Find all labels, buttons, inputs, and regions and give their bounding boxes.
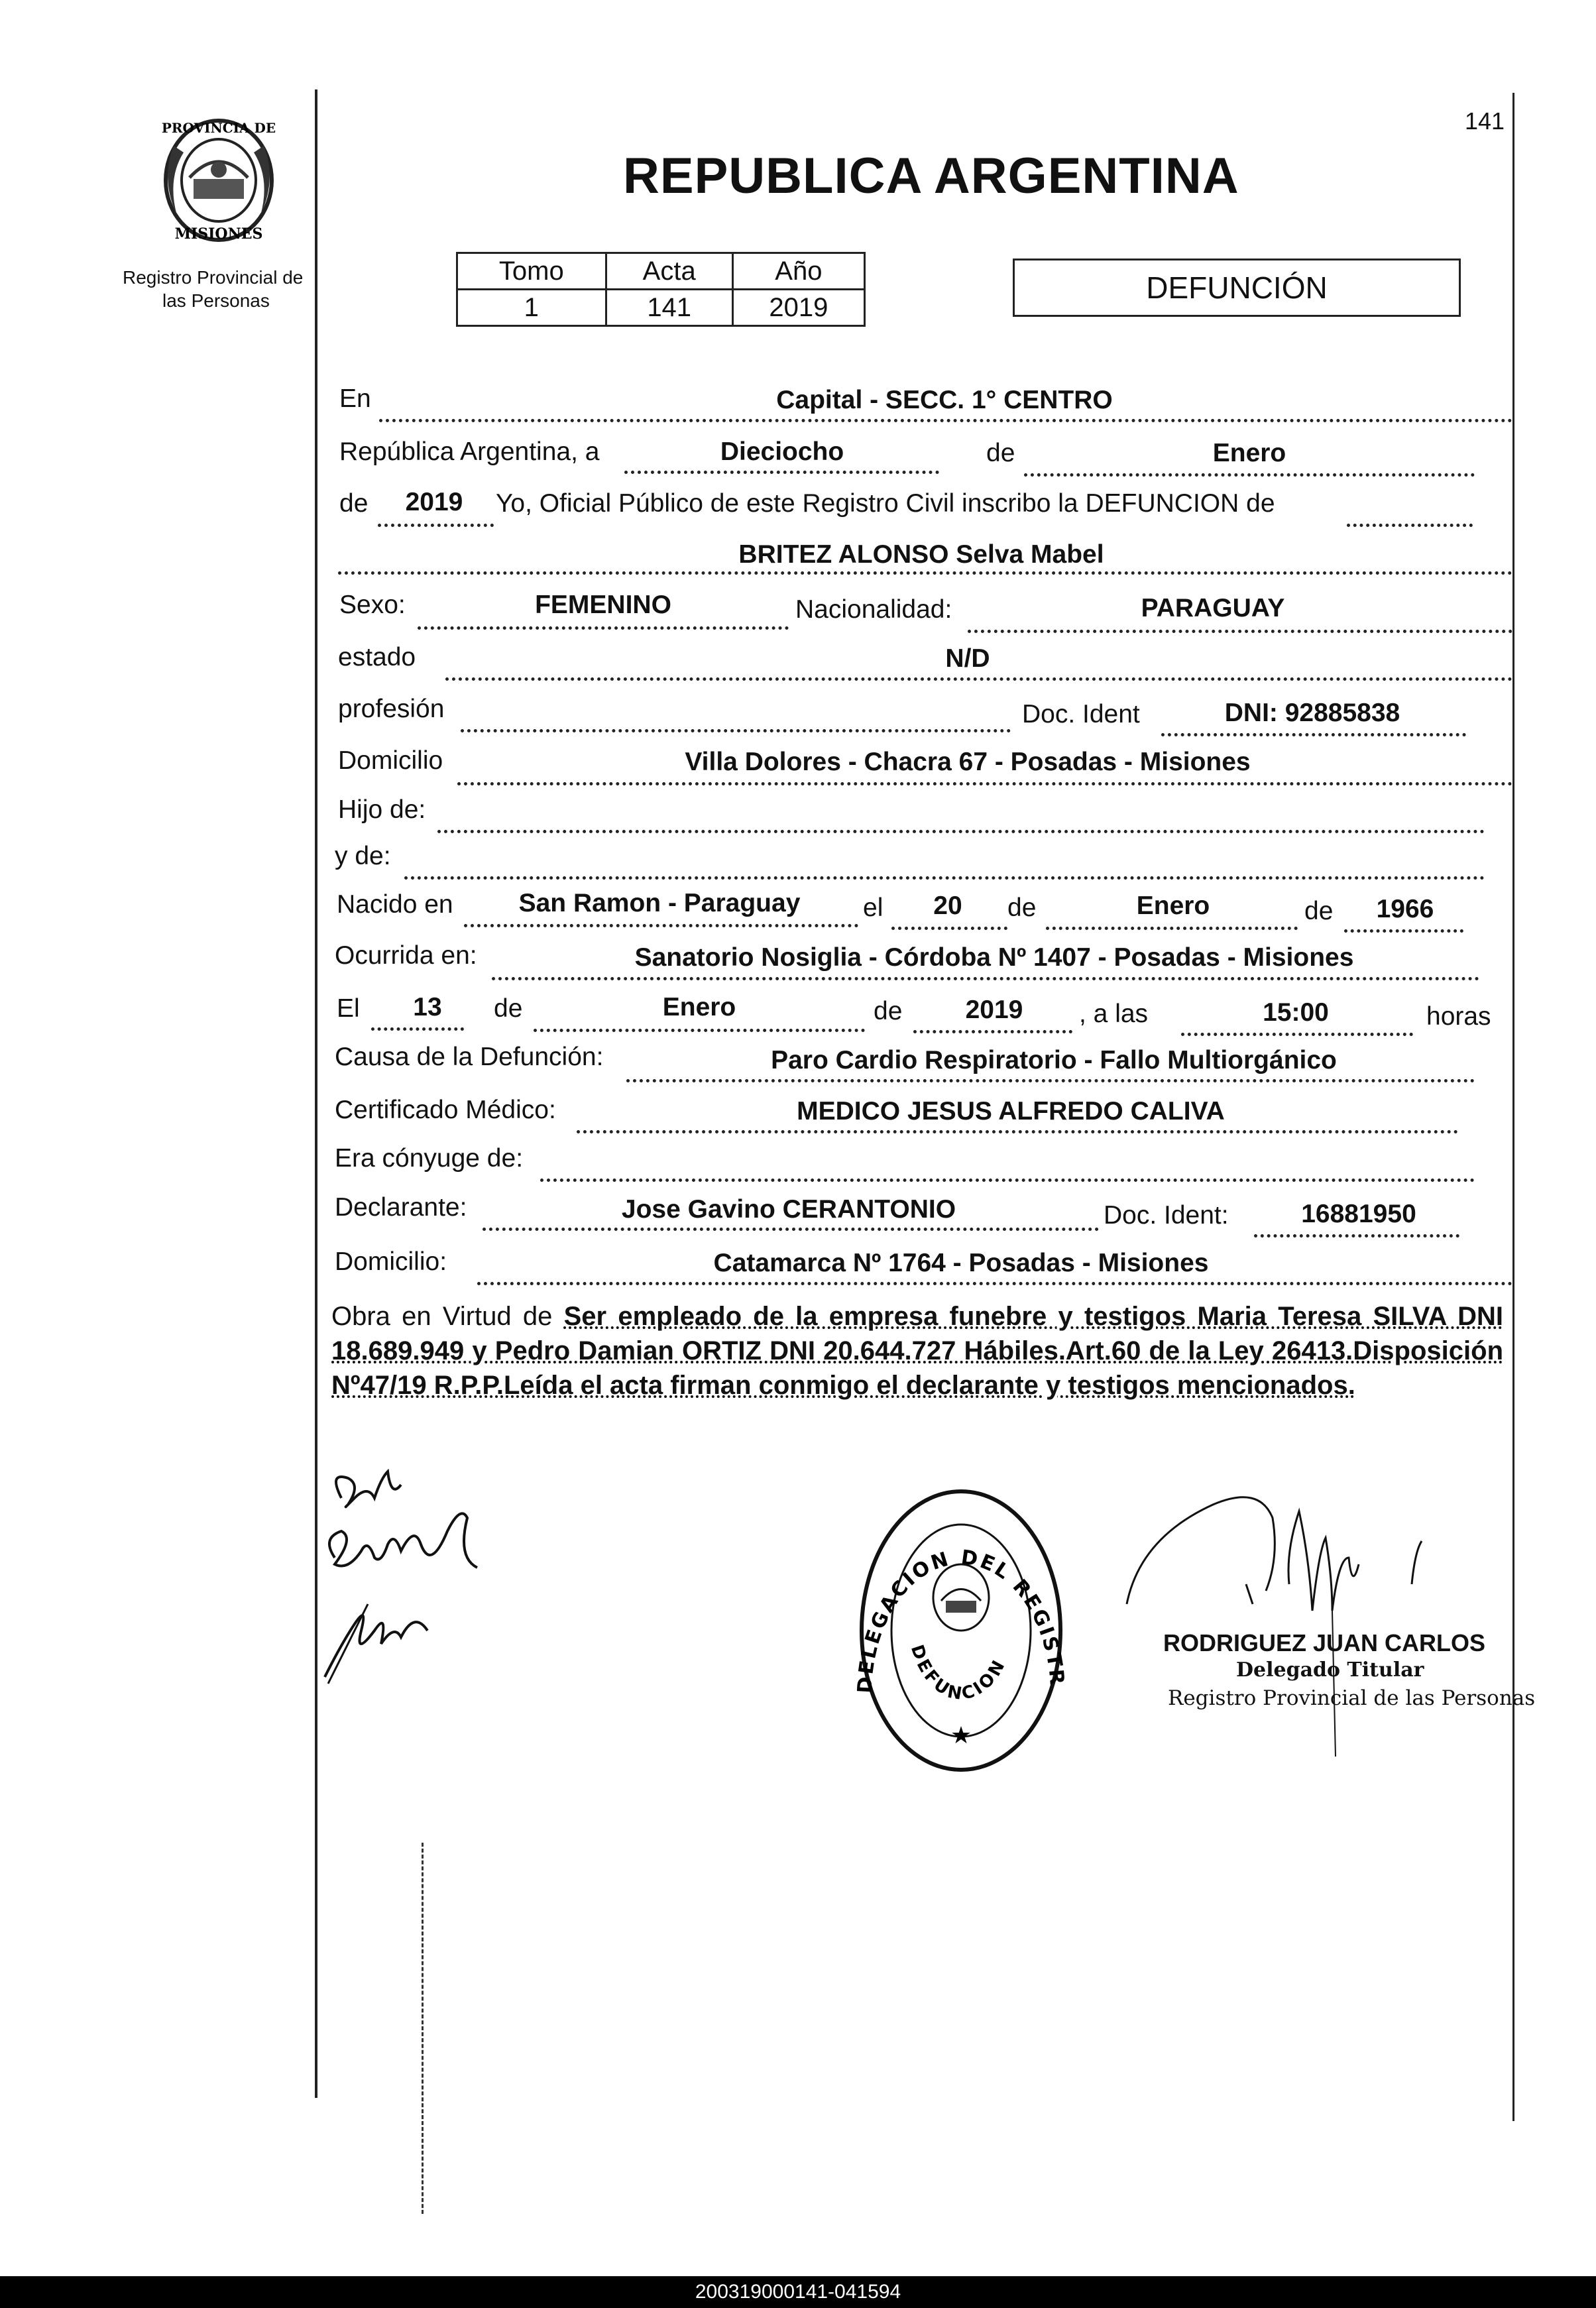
horas-label: horas bbox=[1426, 1002, 1491, 1031]
sexo-label: Sexo: bbox=[339, 591, 406, 619]
profesion-dotted-line bbox=[461, 729, 1011, 732]
official-stamp bbox=[852, 1481, 1070, 1780]
yde-label: y de: bbox=[335, 842, 391, 870]
nombre-dotted-line bbox=[338, 571, 1512, 575]
domicilio-dotted-line bbox=[457, 782, 1512, 785]
ocurrida-dotted-line bbox=[492, 977, 1479, 980]
sexo-dotted-line bbox=[418, 626, 789, 630]
page-number: 141 bbox=[1465, 107, 1505, 135]
doc-ident2-dotted-line bbox=[1254, 1234, 1459, 1238]
declarante-label: Declarante: bbox=[335, 1193, 467, 1222]
nacionalidad-value: PARAGUAY bbox=[1141, 594, 1285, 622]
nacionalidad-label: Nacionalidad: bbox=[795, 595, 952, 624]
record-type-label: DEFUNCIÓN bbox=[1146, 270, 1328, 305]
domicilio2-dotted-line bbox=[477, 1282, 1512, 1285]
record-table-cell: 1 bbox=[457, 290, 606, 326]
nacido-label: Nacido en bbox=[337, 890, 453, 919]
certificado-dotted-line bbox=[577, 1130, 1458, 1133]
en-value: Capital - SECC. 1° CENTRO bbox=[776, 386, 1113, 414]
nac-anio-dotted-line bbox=[1344, 929, 1463, 933]
record-type-box bbox=[1013, 259, 1461, 317]
issuer-line-1: Registro Provincial de bbox=[123, 267, 304, 288]
nacionalidad-dotted-line bbox=[968, 630, 1512, 633]
star-icon: ★ bbox=[950, 1721, 972, 1749]
nacido-dotted-line bbox=[464, 924, 858, 927]
doc-ident2-label: Doc. Ident: bbox=[1104, 1201, 1229, 1230]
record-table bbox=[456, 252, 866, 327]
causa-dotted-line bbox=[626, 1079, 1475, 1082]
obra-label: Obra en Virtud de bbox=[331, 1302, 553, 1331]
def-mes-dotted-line bbox=[534, 1029, 865, 1032]
estado-label: estado bbox=[338, 643, 416, 671]
domicilio-label: Domicilio bbox=[338, 746, 443, 775]
record-table-header: Tomo bbox=[457, 253, 606, 290]
right-margin-line bbox=[1512, 93, 1514, 2121]
sexo-value: FEMENINO bbox=[535, 591, 671, 619]
de6-label: de bbox=[874, 997, 903, 1025]
alas-label: , a las bbox=[1079, 1000, 1149, 1028]
en-dotted-line bbox=[379, 419, 1512, 422]
doc-ident-value: DNI: 92885838 bbox=[1224, 699, 1400, 727]
profesion-label: profesión bbox=[338, 695, 445, 723]
anio-dotted-line bbox=[378, 524, 494, 527]
declarante-value: Jose Gavino CERANTONIO bbox=[621, 1195, 956, 1224]
de2-label: de bbox=[339, 489, 369, 518]
ocurrida-value: Sanatorio Nosiglia - Córdoba Nº 1407 - Posadas - Misiones bbox=[634, 943, 1354, 972]
anio-value: 2019 bbox=[405, 488, 463, 516]
el-label: el bbox=[863, 894, 883, 922]
de1-label: de bbox=[986, 439, 1015, 467]
de3-label: de bbox=[1007, 894, 1037, 922]
el2-label: El bbox=[337, 994, 360, 1023]
doc-ident-label: Doc. Ident bbox=[1022, 700, 1140, 728]
mes-value: Enero bbox=[1212, 439, 1286, 467]
document-title: REPUBLICA ARGENTINA bbox=[623, 148, 1239, 204]
def-anio-dotted-line bbox=[913, 1030, 1072, 1033]
republica-label: República Argentina, a bbox=[339, 437, 600, 466]
oficial-dotted-line bbox=[1347, 524, 1473, 527]
stamp-inner-text: DEFUNCION bbox=[906, 1642, 1011, 1705]
record-table-header: Año bbox=[732, 253, 864, 290]
en-label: En bbox=[339, 384, 371, 413]
record-table-cell: 2019 bbox=[732, 290, 864, 326]
ocurrida-label: Ocurrida en: bbox=[335, 941, 477, 970]
causa-label: Causa de la Defunción: bbox=[335, 1043, 604, 1071]
nac-anio-value: 1966 bbox=[1376, 895, 1434, 923]
nac-dia-dotted-line bbox=[891, 927, 1007, 930]
official-name: RODRIGUEZ JUAN CARLOS bbox=[1163, 1629, 1486, 1656]
domicilio2-value: Catamarca Nº 1764 - Posadas - Misiones bbox=[713, 1249, 1209, 1277]
provincial-seal-logo bbox=[147, 106, 313, 252]
yde-dotted-line bbox=[404, 876, 1485, 880]
seal-text-bottom: MISIONES bbox=[174, 225, 263, 243]
hijo-dotted-line bbox=[437, 830, 1485, 833]
def-hora-value: 15:00 bbox=[1263, 998, 1329, 1027]
witness-signatures bbox=[315, 1458, 527, 1710]
obra-paragraph bbox=[331, 1299, 1503, 1403]
nac-dia-value: 20 bbox=[933, 892, 962, 920]
conyuge-label: Era cónyuge de: bbox=[335, 1144, 524, 1173]
official-office: Registro Provincial de las Personas bbox=[1168, 1686, 1536, 1710]
oficial-text: Yo, Oficial Público de este Registro Civil inscribo la DEFUNCION de bbox=[496, 489, 1275, 518]
domicilio2-label: Domicilio: bbox=[335, 1247, 447, 1276]
def-anio-value: 2019 bbox=[965, 996, 1023, 1024]
official-role: Delegado Titular bbox=[1236, 1658, 1424, 1682]
stamp-ring-text: DELEGACION DEL REGISTR bbox=[853, 1546, 1069, 1694]
estado-value: N/D bbox=[945, 644, 990, 673]
conyuge-dotted-line bbox=[540, 1179, 1475, 1182]
domicilio-value: Villa Dolores - Chacra 67 - Posadas - Misiones bbox=[685, 748, 1251, 776]
left-margin-line bbox=[315, 89, 317, 2098]
dia-value: Dieciocho bbox=[720, 437, 844, 466]
de4-label: de bbox=[1304, 897, 1334, 925]
record-table-value-row bbox=[457, 290, 865, 326]
certificado-label: Certificado Médico: bbox=[335, 1096, 556, 1124]
doc-ident2-value: 16881950 bbox=[1301, 1200, 1416, 1228]
nac-mes-value: Enero bbox=[1136, 892, 1210, 920]
official-signature bbox=[1120, 1478, 1491, 1770]
doc-ident-dotted-line bbox=[1161, 733, 1466, 736]
lower-dashed-line bbox=[422, 1843, 424, 2214]
declarante-dotted-line bbox=[483, 1228, 1099, 1231]
nac-mes-dotted-line bbox=[1046, 927, 1298, 930]
dia-dotted-line bbox=[624, 471, 939, 474]
def-dia-value: 13 bbox=[413, 993, 442, 1021]
def-hora-dotted-line bbox=[1181, 1033, 1413, 1036]
nacido-value: San Ramon - Paraguay bbox=[518, 889, 801, 917]
obra-value: Ser empleado de la empresa funebre y testigos Maria Teresa SILVA DNI 18.689.949 y Pedro Damian ORTIZ DNI 20.644.727 Hábiles.Art.60 de la Ley 26413.Disposición Nº47/19 R.P.P.Leída el acta firman conmigo el declarante y testigos mencionados. bbox=[331, 1302, 1503, 1400]
causa-value: Paro Cardio Respiratorio - Fallo Multiorgánico bbox=[771, 1046, 1337, 1074]
nombre-value: BRITEZ ALONSO Selva Mabel bbox=[738, 540, 1104, 569]
footer-barcode: 200319000141-041594 bbox=[0, 2276, 1596, 2308]
issuer-line-2: las Personas bbox=[162, 290, 270, 311]
record-table-header-row bbox=[457, 253, 865, 290]
seal-text-top: PROVINCIA DE bbox=[161, 120, 276, 136]
def-dia-dotted-line bbox=[371, 1027, 464, 1031]
record-table-header: Acta bbox=[606, 253, 732, 290]
hijo-label: Hijo de: bbox=[338, 795, 426, 824]
de5-label: de bbox=[494, 994, 523, 1023]
svg-text:DELEGACION DEL REGISTRO PROVIN bbox=[852, 1481, 1068, 1694]
certificado-value: MEDICO JESUS ALFREDO CALIVA bbox=[797, 1097, 1225, 1125]
estado-dotted-line bbox=[445, 677, 1512, 681]
def-mes-value: Enero bbox=[662, 993, 736, 1021]
record-table-cell: 141 bbox=[606, 290, 732, 326]
mes-dotted-line bbox=[1024, 473, 1475, 477]
